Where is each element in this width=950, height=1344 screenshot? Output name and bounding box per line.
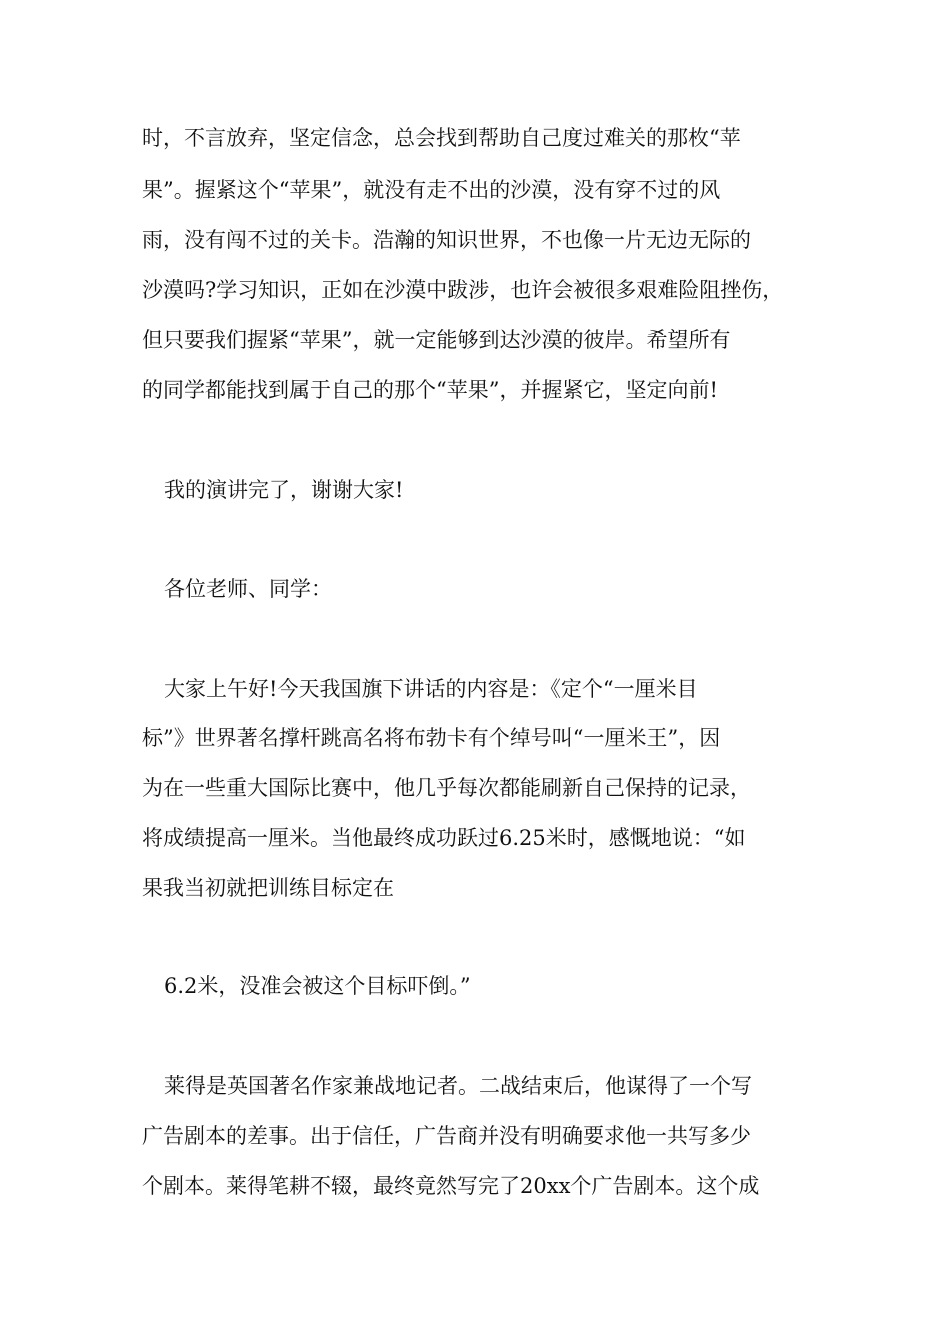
text-line: 标”》世界著名撑杆跳高名将布勃卡有个绰号叫“一厘米王”，因 bbox=[142, 726, 721, 750]
text-line: 6.2米，没准会被这个目标吓倒。” bbox=[164, 974, 471, 998]
text-line: 广告剧本的差事。出于信任，广告商并没有明确要求他一共写多少 bbox=[142, 1124, 751, 1148]
text-line: 果我当初就把训练目标定在 bbox=[142, 876, 394, 900]
text-line: 沙漠吗?学习知识，正如在沙漠中跋涉，也许会被很多艰难险阻挫伤， bbox=[142, 278, 784, 302]
text-line: 时，不言放弃，坚定信念，总会找到帮助自己度过难关的那枚“苹 bbox=[142, 126, 741, 150]
text-line: 大家上午好!今天我国旗下讲话的内容是：《定个“一厘米目 bbox=[164, 677, 698, 701]
text-line: 雨，没有闯不过的关卡。浩瀚的知识世界，不也像一片无边无际的 bbox=[142, 228, 751, 252]
text-line: 莱得是英国著名作家兼战地记者。二战结束后，他谋得了一个写 bbox=[164, 1074, 752, 1098]
text-line: 但只要我们握紧“苹果”，就一定能够到达沙漠的彼岸。希望所有 bbox=[142, 328, 731, 352]
text-line: 的同学都能找到属于自己的那个“苹果”，并握紧它，坚定向前! bbox=[142, 378, 718, 402]
text-line: 各位老师、同学： bbox=[164, 577, 332, 601]
text-line: 我的演讲完了，谢谢大家! bbox=[164, 478, 404, 502]
text-line: 将成绩提高一厘米。当他最终成功跃过6.25米时，感慨地说：“如 bbox=[142, 826, 746, 850]
text-line: 为在一些重大国际比赛中，他几乎每次都能刷新自己保持的记录， bbox=[142, 776, 751, 800]
text-line: 果”。握紧这个“苹果”，就没有走不出的沙漠，没有穿不过的风 bbox=[142, 178, 721, 202]
text-line: 个剧本。莱得笔耕不辍，最终竟然写完了20xx个广告剧本。这个成 bbox=[142, 1174, 760, 1198]
